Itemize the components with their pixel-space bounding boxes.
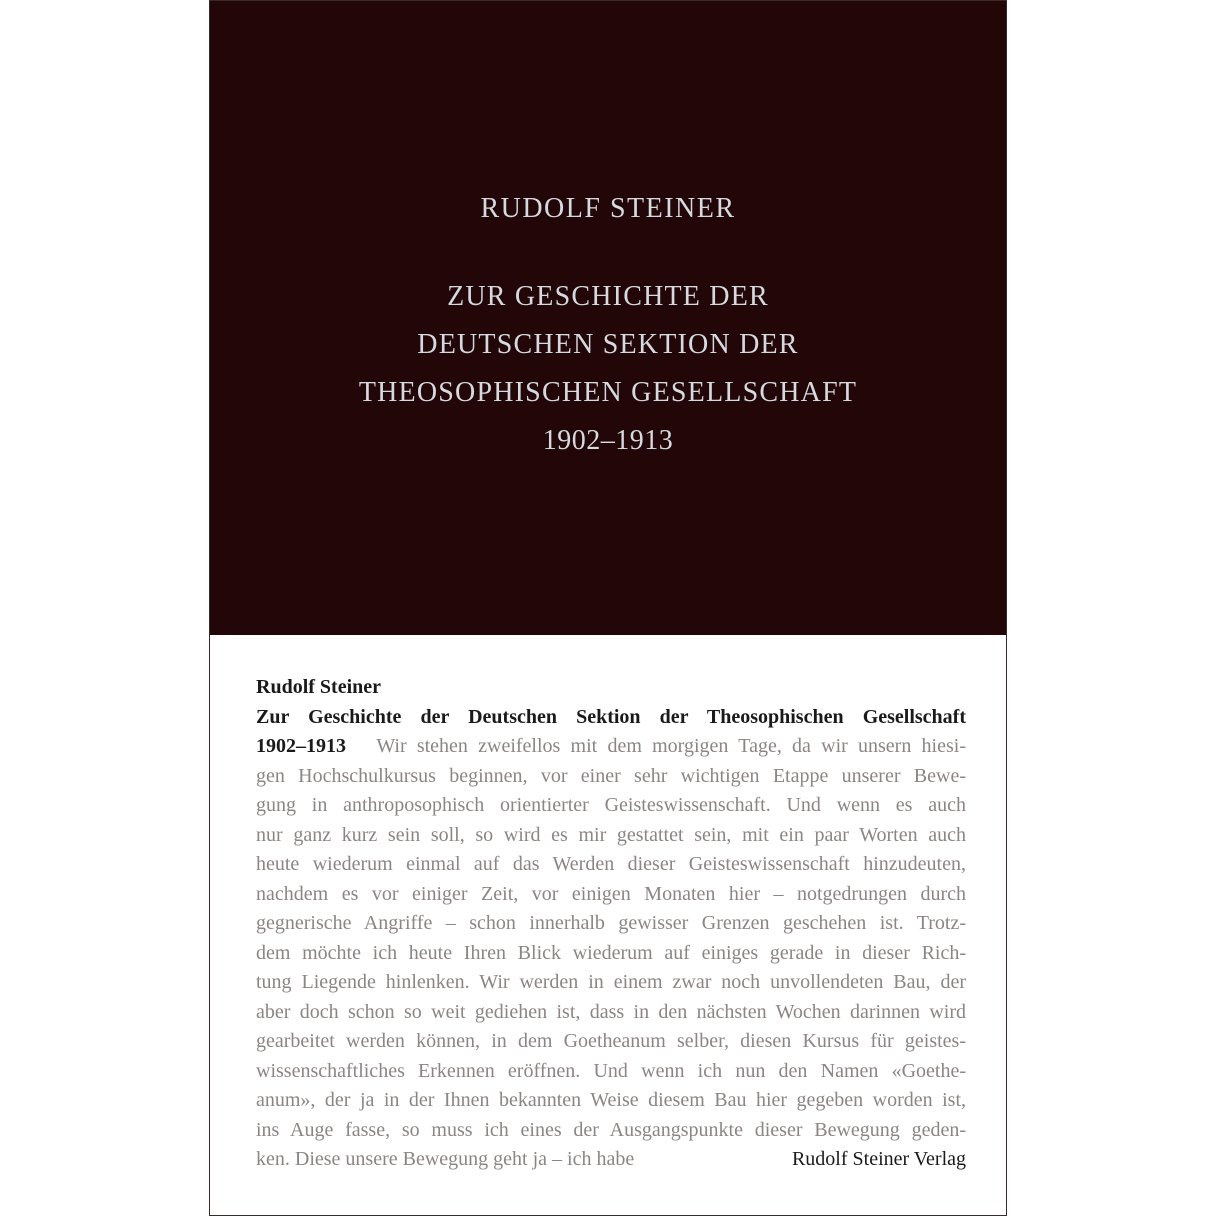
blurb-line bbox=[256, 732, 966, 762]
book-cover bbox=[209, 0, 1007, 1216]
blurb-text: ken. Diese unsere Bewegung geht ja – ich habe bbox=[256, 1148, 635, 1170]
blurb-line: wissenschaftliches Erkennen eröffnen. Und wenn ich nun den Namen «Goethe- bbox=[256, 1059, 966, 1082]
back-author: Rudolf Steiner bbox=[256, 676, 381, 698]
blurb-line: gen Hochschulkursus beginnen, vor einer sehr wichtigen Etappe unserer Bewe- bbox=[256, 764, 966, 787]
blurb-line: nur ganz kurz sein soll, so wird es mir gestattet sein, mit ein paar Worten auch bbox=[256, 823, 966, 846]
cover-years: 1902–1913 bbox=[542, 425, 674, 456]
blurb-line: anum», der ja in der Ihnen bekannten Weise diesem Bau hier gegeben worden ist, bbox=[256, 1089, 966, 1111]
blurb-line: heute wiederum einmal auf das Werden dieser Geisteswissenschaft hinzudeuten, bbox=[256, 853, 966, 875]
cover-title-line: ZUR GESCHICHTE DER bbox=[447, 281, 769, 312]
blurb-line: ins Auge fasse, so muss ich eines der Ausgangspunkte dieser Bewegung geden- bbox=[256, 1118, 966, 1141]
cover-title-line: DEUTSCHEN SEKTION DER bbox=[417, 329, 799, 360]
blurb-line: tung Liegende hinlenken. Wir werden in einem zwar noch unvollendeten Bau, der bbox=[256, 971, 966, 993]
cover-title-panel bbox=[210, 1, 1006, 635]
cover-title-line: THEOSOPHISCHEN GESELLSCHAFT bbox=[358, 377, 858, 408]
back-years: 1902–1913 bbox=[256, 735, 346, 757]
cover-author: RUDOLF STEINER bbox=[480, 193, 736, 224]
blurb-text: Wir stehen zweifellos mit dem morgigen Tage, da wir unsern hiesi- bbox=[376, 735, 966, 757]
blurb-line: gearbeitet werden können, in dem Goetheanum selber, diesen Kursus für geistes- bbox=[256, 1030, 966, 1052]
blurb-line: dem möchte ich heute Ihren Blick wiederum auf einiges gerade in dieser Rich- bbox=[256, 941, 966, 964]
blurb-line: gung in anthroposophisch orientierter Geisteswissenschaft. Und wenn es auch bbox=[256, 794, 966, 816]
back-title: Zur Geschichte der Deutschen Sektion der Theosophischen Gesellschaft bbox=[256, 705, 966, 728]
blurb-last-line bbox=[256, 1145, 966, 1175]
blurb-line: aber doch schon so weit gediehen ist, dass in den nächsten Wochen darinnen wird bbox=[256, 1000, 966, 1023]
cover-title bbox=[210, 277, 1006, 469]
publisher-name: Rudolf Steiner Verlag bbox=[791, 1148, 966, 1170]
back-text-block bbox=[256, 673, 966, 1175]
blurb-line: gegnerische Angriffe – schon innerhalb gewisser Grenzen geschehen ist. Trotz- bbox=[256, 912, 966, 934]
blurb-line: nachdem es vor einiger Zeit, vor einigen Monaten hier – notgedrungen durch bbox=[256, 882, 966, 905]
